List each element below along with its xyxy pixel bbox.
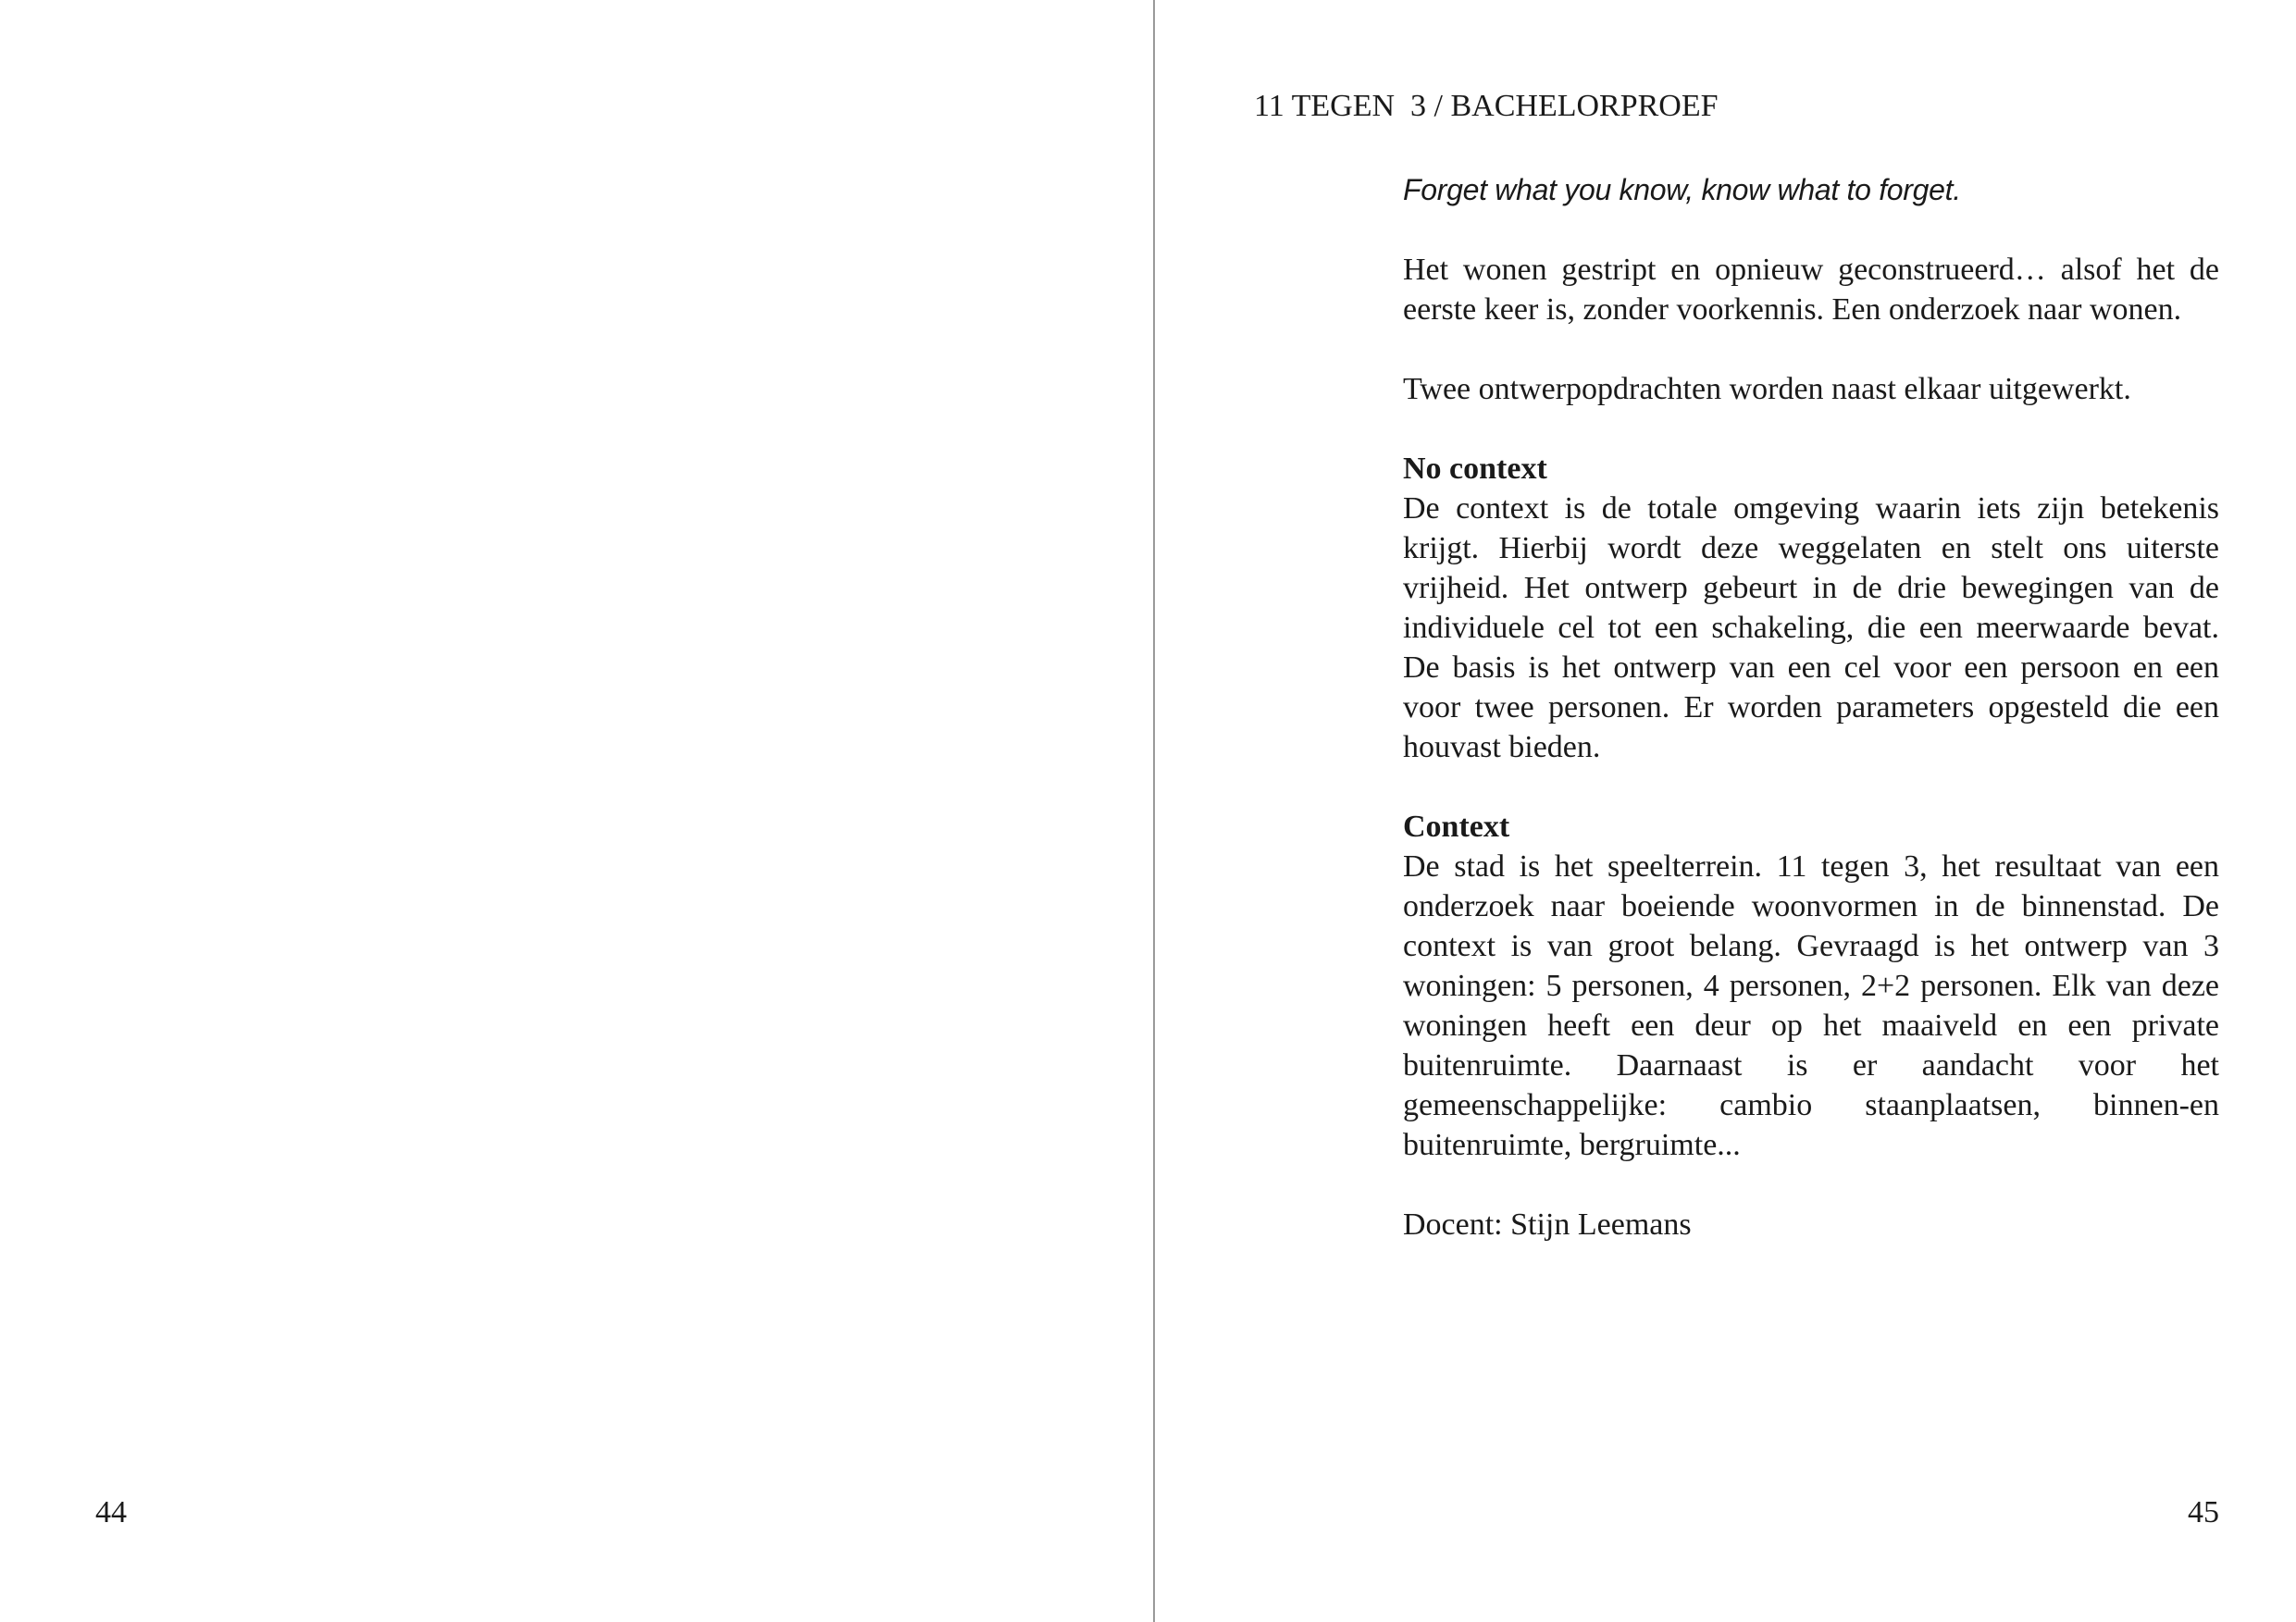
section-context [1403,807,2219,1165]
tagline: Forget what you know, know what to forget. [1403,173,1961,206]
section-body: De context is de totale omgeving waarin iets zijn betekenis krijgt. Hierbij wordt deze weggelaten en stelt ons uiterste vrijheid. Het ontwerp gebeurt in de drie bewegingen van de individuele cel tot een schakeling, die een meerwaarde bevat. De basis is het ontwerp van een cel voor een persoon en een voor twee personen. Er worden parameters opgesteld die een houvast bieden. [1403,491,2219,764]
section-no-context [1403,449,2219,767]
section-heading: No context [1403,452,1547,486]
teacher-credit: Docent: Stijn Leemans [1403,1207,1692,1242]
page-number-right: 45 [2188,1495,2219,1529]
running-header: 11 TEGEN 3 / BACHELORPROEF [1254,89,1719,123]
assignments-intro: Twee ontwerpopdrachten worden naast elkaar uitgewerkt. [1403,372,2131,406]
right-page [1155,0,2296,1622]
page-number-left: 44 [95,1495,127,1529]
intro-paragraph: Het wonen gestript en opnieuw geconstrueerd… alsof het de eerste keer is, zonder voorkennis. Een onderzoek naar wonen. [1403,253,2219,327]
section-body: De stad is het speelterrein. 11 tegen 3, het resultaat van een onderzoek naar boeiende woonvormen in de binnenstad. De context is van groot belang. Gevraagd is het ontwerp van 3 woningen: 5 personen, 4 personen, 2+2 personen. Elk van deze woningen heeft een deur op het maaiveld en een private buitenruimte. Daarnaast is er aandacht voor het gemeenschappelijke: cambio staanplaatsen, binnen-en buitenruimte, bergruimte... [1403,849,2219,1162]
section-heading: Context [1403,810,1510,844]
page-content [1403,170,2219,1284]
